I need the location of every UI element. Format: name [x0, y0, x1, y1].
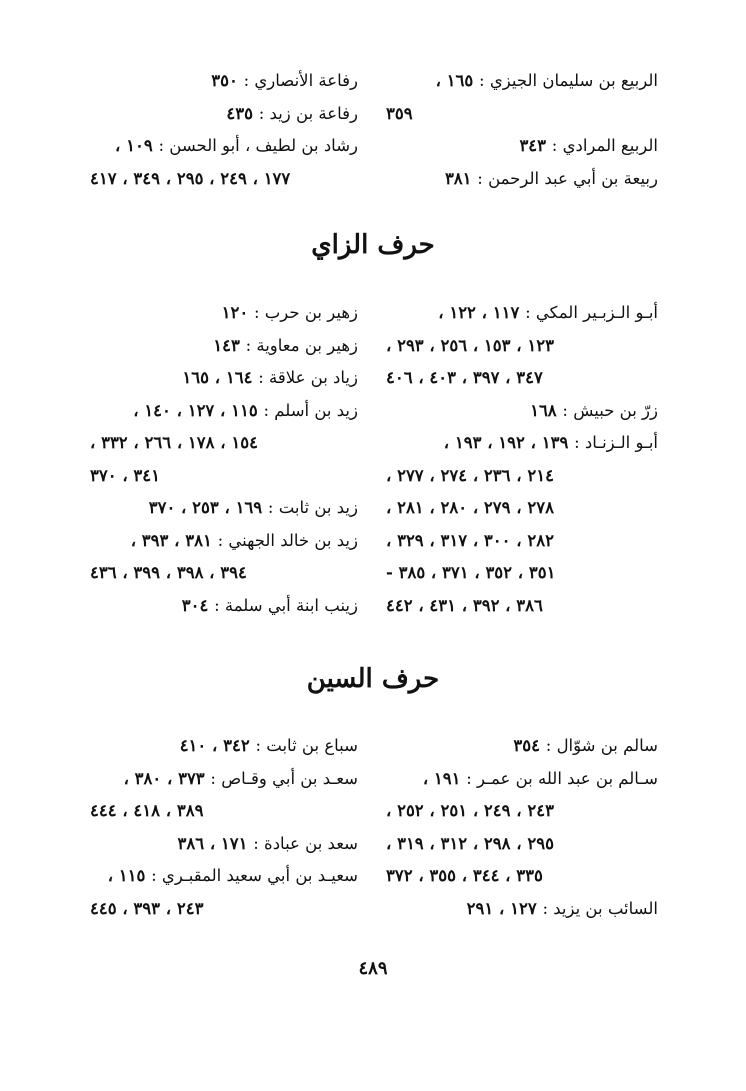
index-entry-continuation: [386, 557, 658, 590]
index-entry: [386, 163, 658, 196]
entry-page-numbers: ٣٨٦ ، ٣٩٢ ، ٤٣١ ، ٤٤٢: [386, 595, 543, 615]
index-entry: [90, 492, 358, 525]
section-zay: [90, 297, 658, 622]
index-entry: [386, 130, 658, 163]
entry-page-numbers: ٣٤١ ، ٣٧٠: [90, 465, 161, 485]
entry-name: سعيـد بن أبي سعيد المقبـري :: [151, 866, 358, 885]
entry-name: سـالم بن عبد الله بن عمـر :: [466, 768, 658, 788]
index-entry: [90, 98, 358, 131]
entry-name: زينب ابنة أبي سلمة :: [214, 595, 358, 615]
entry-name: رفاعة الأنصاري :: [243, 71, 358, 90]
entry-page-numbers: ١٠٩ ،: [115, 136, 159, 155]
index-entry: [90, 730, 358, 763]
entry-name: زهير بن حرب :: [253, 303, 358, 322]
entry-name: الربيع بن سليمان الجيزي :: [479, 71, 658, 90]
entry-page-numbers: ٣٥٠: [211, 71, 244, 90]
entry-page-numbers: ١٤٣: [213, 335, 246, 355]
entry-page-numbers: ٣٥٩: [386, 103, 413, 123]
entry-page-numbers: ٣٠٤: [181, 595, 215, 615]
index-entry: [90, 65, 358, 98]
entry-page-numbers: ١٣٩ ، ١٩٢ ، ١٩٣ ،: [443, 433, 575, 452]
entry-page-numbers: ٢٩٥ ، ٢٩٨ ، ٣١٢ ، ٣١٩ ،: [386, 833, 554, 853]
index-entry: [90, 828, 358, 861]
entry-name: زرّ بن حبيش :: [562, 400, 658, 420]
index-entry-continuation: [386, 828, 658, 861]
index-entry-continuation: [90, 460, 358, 493]
entry-name: سباع بن ثابت :: [255, 736, 358, 755]
index-entry-continuation: [90, 427, 358, 460]
entry-page-numbers: ٣٤٣: [519, 136, 552, 155]
index-entry: [386, 427, 658, 460]
entry-name: سعـد بن أبي وقـاص :: [210, 768, 358, 788]
index-entry-continuation: [386, 330, 658, 363]
entry-page-numbers: ١٦٩ ، ٢٥٣ ، ٣٧٠: [148, 498, 268, 517]
column-left: [90, 297, 358, 622]
index-entry-continuation: [386, 362, 658, 395]
entry-page-numbers: ٣٨٩ ، ٤١٨ ، ٤٤٤: [90, 801, 204, 820]
index-entry-continuation: [386, 860, 658, 893]
entry-page-numbers: ٢٨٢ ، ٣٠٠ ، ٣١٧ ، ٣٢٩ ،: [386, 530, 554, 550]
entry-page-numbers: ٣٤٢ ، ٤١٠: [179, 736, 256, 755]
entry-page-numbers: ٢٧٨ ، ٢٧٩ ، ٢٨٠ ، ٢٨١ ،: [386, 498, 554, 517]
entry-page-numbers: ٣٣٥ ، ٣٤٤ ، ٣٥٥ ، ٣٧٢: [386, 866, 543, 885]
entry-page-numbers: ٢١٤ ، ٢٣٦ ، ٢٧٤ ، ٢٧٧ ،: [386, 465, 554, 485]
entry-name: رشاد بن لطيف ، أبو الحسن :: [158, 136, 358, 155]
entry-page-numbers: ٣٧٣ ، ٣٨٠ ،: [123, 768, 211, 788]
index-entry: [386, 893, 658, 926]
entry-page-numbers: ١٦٤ ، ١٦٥: [182, 368, 259, 387]
index-entry: [386, 730, 658, 763]
entry-page-numbers: ١٦٥ ،: [435, 71, 480, 90]
index-entry: [90, 362, 358, 395]
entry-page-numbers: ٣٩٤ ، ٣٩٨ ، ٣٩٩ ، ٤٣٦: [90, 563, 247, 582]
entry-page-numbers: ٢٤٣ ، ٣٩٣ ، ٤٤٥: [90, 898, 204, 918]
index-entry-continuation: [90, 163, 358, 196]
entry-page-numbers: ١٢٧ ، ٢٩١: [466, 898, 543, 918]
index-entry: [90, 525, 358, 558]
entry-page-numbers: ١٢٠: [221, 303, 254, 322]
index-entry: [90, 330, 358, 363]
index-entry: [386, 65, 658, 98]
entry-name: أبـو الـزنـاد :: [574, 433, 658, 452]
column-right: [386, 65, 658, 195]
entry-page-numbers: ٢٤٣ ، ٢٤٩ ، ٢٥١ ، ٢٥٢ ،: [386, 801, 554, 820]
entry-page-numbers: ١٩١ ،: [422, 768, 467, 788]
entry-name: الربيع المرادي :: [551, 136, 658, 155]
index-entry: [90, 297, 358, 330]
section-sin: [90, 730, 658, 925]
index-entry: [386, 395, 658, 428]
entry-name: زهير بن معاوية :: [245, 335, 358, 355]
page-number: ٤٨٩: [358, 958, 388, 979]
column-right: [386, 297, 658, 622]
entry-page-numbers: ٣٨١ ، ٣٩٣ ،: [130, 530, 218, 550]
index-entry: [386, 763, 658, 796]
entry-name: رفاعة بن زيد :: [258, 103, 358, 123]
entry-page-numbers: ١٥٤ ، ١٧٨ ، ٢٦٦ ، ٣٣٢ ،: [90, 433, 258, 452]
index-entry: [386, 297, 658, 330]
entry-name: زيد بن خالد الجهني :: [217, 530, 358, 550]
index-entry-continuation: [386, 98, 658, 131]
index-entry-continuation: [386, 525, 658, 558]
entry-name: سعد بن عبادة :: [253, 833, 358, 853]
entry-name: أبـو الـزبـير المكي :: [525, 303, 658, 322]
index-entry-continuation: [90, 893, 358, 926]
section-ra: [90, 65, 658, 195]
entry-page-numbers: ٣٤٧ ، ٣٩٧ ، ٤٠٣ ، ٤٠٦: [386, 368, 543, 387]
index-entry-continuation: [386, 492, 658, 525]
entry-page-numbers: ١١٥ ،: [107, 866, 152, 885]
index-entry: [90, 130, 358, 163]
entry-page-numbers: ١٦٨: [530, 400, 563, 420]
entry-name: زيد بن ثابت :: [267, 498, 358, 517]
index-entry: [90, 395, 358, 428]
index-entry: [90, 590, 358, 623]
column-left: [90, 730, 358, 925]
entry-page-numbers: ٣٥١ ، ٣٥٢ ، ٣٧١ ، ٣٨٥ -: [386, 563, 556, 582]
entry-page-numbers: ٣٨١: [444, 168, 478, 188]
entry-name: ربيعة بن أبي عبد الرحمن :: [477, 168, 658, 188]
entry-page-numbers: ١٧١ ، ٣٨٦: [177, 833, 254, 853]
entry-name: زياد بن علاقة :: [258, 368, 358, 387]
index-entry-continuation: [90, 795, 358, 828]
index-entry-continuation: [90, 557, 358, 590]
entry-page-numbers: ٣٥٤: [513, 736, 546, 755]
index-entry: [90, 860, 358, 893]
index-entry: [90, 763, 358, 796]
section-heading-zay: حرف الزاي: [311, 230, 435, 260]
entry-page-numbers: ١١٧ ، ١٢٢ ،: [438, 303, 526, 322]
entry-name: السائب بن يزيد :: [542, 898, 658, 918]
entry-page-numbers: ١١٥ ، ١٢٧ ، ١٤٠ ،: [133, 400, 264, 420]
entry-name: زيد بن أسلم :: [263, 400, 358, 420]
index-entry-continuation: [386, 590, 658, 623]
column-right: [386, 730, 658, 925]
index-entry-continuation: [386, 460, 658, 493]
entry-page-numbers: ١٧٧ ، ٢٤٩ ، ٢٩٥ ، ٣٤٩ ، ٤١٧: [90, 168, 291, 188]
entry-name: سالم بن شوّال :: [545, 736, 658, 755]
entry-page-numbers: ٤٣٥: [226, 103, 259, 123]
index-entry-continuation: [386, 795, 658, 828]
section-heading-sin: حرف السين: [306, 664, 440, 694]
entry-page-numbers: ١٢٣ ، ١٥٣ ، ٢٥٦ ، ٢٩٣ ،: [386, 335, 554, 355]
column-left: [90, 65, 358, 195]
